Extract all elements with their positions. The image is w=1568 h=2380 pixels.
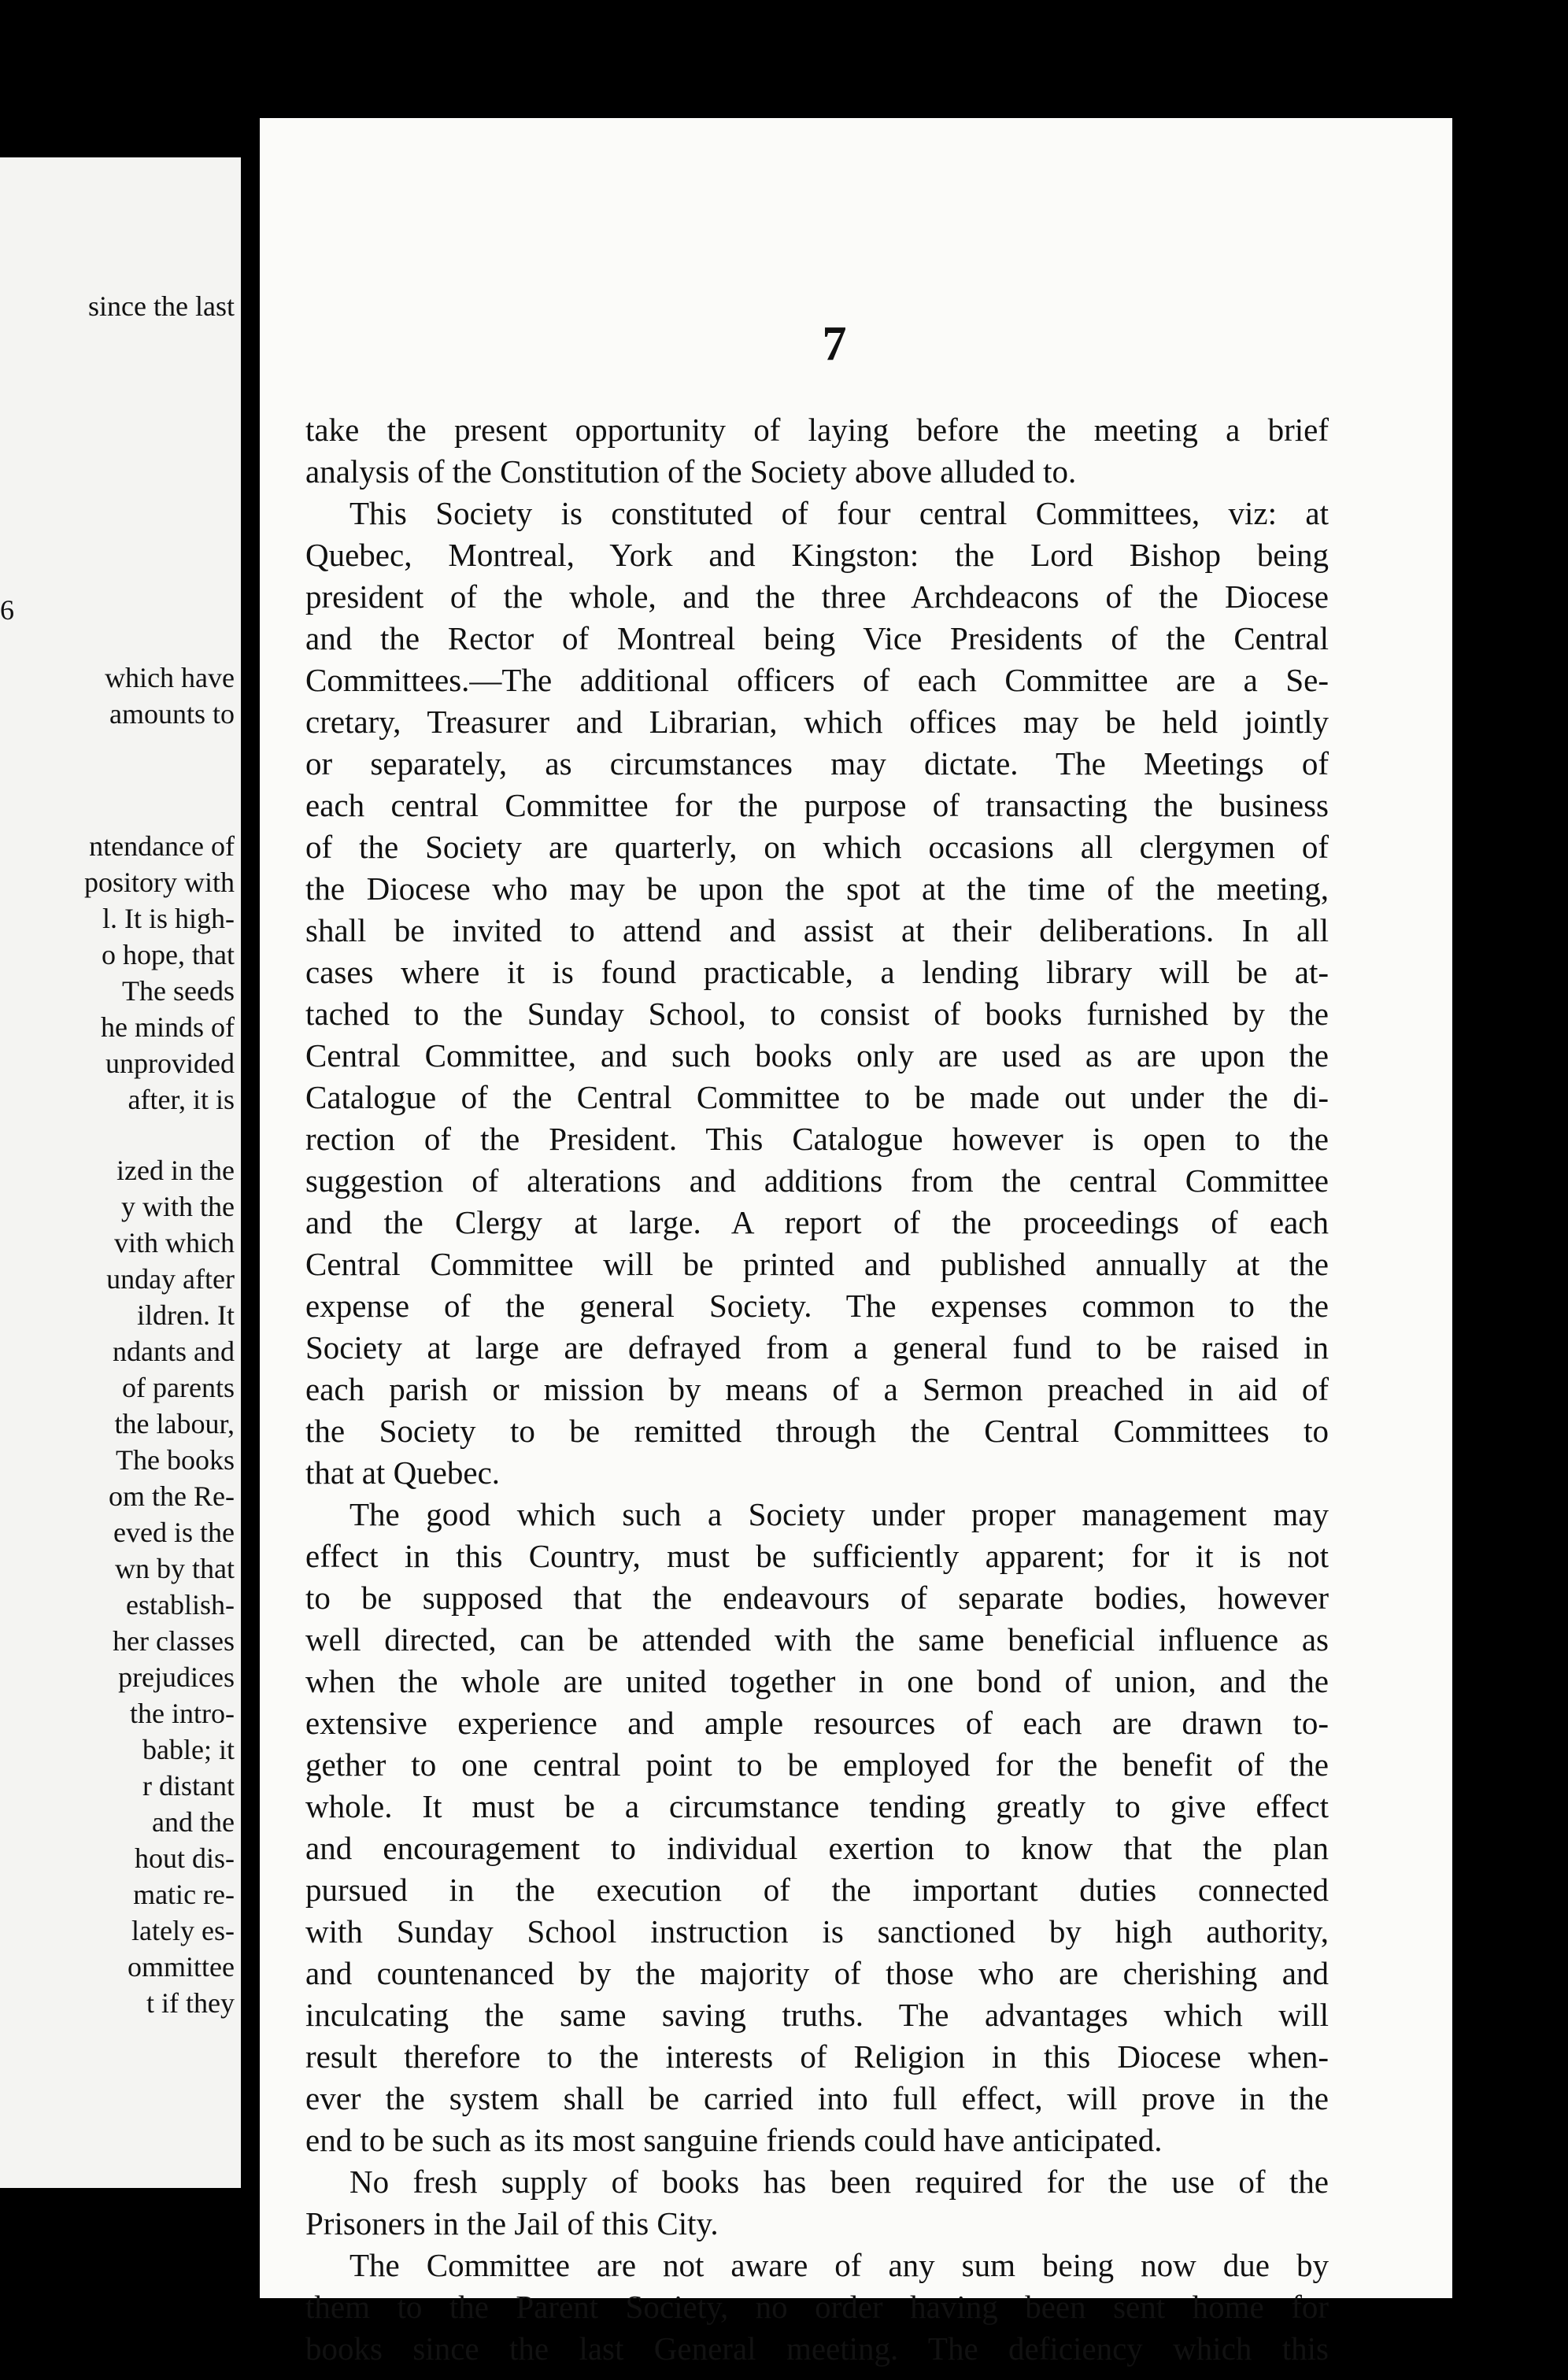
left-page-fragment: om the Re- xyxy=(109,1480,235,1512)
left-page-fragment: ildren. It xyxy=(137,1299,235,1331)
left-page-fragment: prejudices xyxy=(118,1661,235,1693)
text-line: Central Committee, and such books only are used as are upon the xyxy=(305,1037,1329,1074)
text-line: the Society to be remitted through the Central Committees to xyxy=(305,1413,1329,1449)
text-line: take the present opportunity of laying before the meeting a brief xyxy=(305,412,1329,448)
left-page-fragment: r distant xyxy=(142,1770,235,1802)
text-line: rection of the President. This Catalogue however is open to the xyxy=(305,1121,1329,1157)
text-line: Central Committee will be printed and published annually at the xyxy=(305,1246,1329,1282)
text-line: or separately, as circumstances may dictate. The Meetings of xyxy=(305,745,1329,782)
text-line: shall be invited to attend and assist at their deliberations. In all xyxy=(305,912,1329,948)
text-line: suggestion of alterations and additions from the central Committee xyxy=(305,1162,1329,1199)
text-line: The good which such a Society under proper management may xyxy=(349,1496,1329,1532)
book-gutter xyxy=(241,126,258,2235)
text-line: Committees.—The additional officers of each Committee are a Se- xyxy=(305,662,1329,698)
text-line: and encouragement to individual exertion to know that the plan xyxy=(305,1830,1329,1866)
left-page-fragment: the labour, xyxy=(114,1408,235,1439)
text-line: analysis of the Constitution of the Society above alluded to. xyxy=(305,453,1077,490)
left-page-fragment: her classes xyxy=(113,1625,235,1657)
left-page-fragment: since the last xyxy=(88,290,235,322)
text-line: that at Quebec. xyxy=(305,1454,501,1491)
left-page-fragment: after, it is xyxy=(128,1084,235,1115)
text-line: extensive experience and ample resources of each are drawn to- xyxy=(305,1705,1329,1741)
text-line: The Committee are not aware of any sum being now due by xyxy=(349,2247,1329,2283)
text-line: cases where it is found practicable, a lending library will be at- xyxy=(305,954,1329,990)
text-line: expense of the general Society. The expenses common to the xyxy=(305,1288,1329,1324)
text-line: when the whole are united together in one bond of union, and the xyxy=(305,1663,1329,1699)
left-page-fragment: lately es- xyxy=(131,1915,235,1946)
text-line: and the Clergy at large. A report of the proceedings of each xyxy=(305,1204,1329,1240)
left-page-fragment: vith which xyxy=(114,1227,235,1258)
text-line: tached to the Sunday School, to consist of books furnished by the xyxy=(305,996,1329,1032)
left-page-fragment: ndants and xyxy=(113,1336,235,1367)
left-page-fragment: establish- xyxy=(126,1589,235,1621)
text-line: to be supposed that the endeavours of separate bodies, however xyxy=(305,1580,1329,1616)
text-line: effect in this Country, must be sufficiently apparent; for it is not xyxy=(305,1538,1329,1574)
text-line: whole. It must be a circumstance tending greatly to give effect xyxy=(305,1788,1329,1824)
text-line: well directed, can be attended with the same beneficial influence as xyxy=(305,1621,1329,1658)
text-line: with Sunday School instruction is sanctioned by high authority, xyxy=(305,1913,1329,1949)
page-number: 7 xyxy=(822,317,847,371)
text-line: and countenanced by the majority of those who are cherishing and xyxy=(305,1955,1329,1991)
left-page-fragment: bable; it xyxy=(142,1734,235,1765)
text-line: president of the whole, and the three Archdeacons of the Diocese xyxy=(305,578,1329,615)
text-line: result therefore to the interests of Religion in this Diocese when- xyxy=(305,2038,1329,2075)
text-line: Prisoners in the Jail of this City. xyxy=(305,2205,719,2241)
text-line: the Diocese who may be upon the spot at the time of the meeting, xyxy=(305,870,1329,907)
left-page-fragment: unday after xyxy=(106,1263,235,1295)
left-page-fragment: eved is the xyxy=(113,1517,235,1548)
left-page-fragment: o hope, that xyxy=(102,939,235,970)
left-page-fragment: amounts to xyxy=(109,698,235,730)
left-page-fragment: unprovided xyxy=(105,1048,235,1079)
left-page-fragment: wn by that xyxy=(115,1553,235,1584)
left-page-fragment: 6 xyxy=(0,594,14,626)
text-line: Quebec, Montreal, York and Kingston: the Lord Bishop being xyxy=(305,537,1329,573)
left-page-fragment: hout dis- xyxy=(134,1842,235,1874)
text-line: cretary, Treasurer and Librarian, which offices may be held jointly xyxy=(305,704,1329,740)
text-line: each parish or mission by means of a Sermon preached in aid of xyxy=(305,1371,1329,1407)
text-line: gether to one central point to be employed for the benefit of the xyxy=(305,1746,1329,1783)
right-page xyxy=(260,118,1452,2367)
left-facing-page xyxy=(0,157,241,2188)
left-page-fragment: which have xyxy=(105,662,235,693)
text-line: No fresh supply of books has been required for the use of the xyxy=(349,2164,1329,2200)
left-page-fragment: matic re- xyxy=(133,1879,235,1910)
text-line: each central Committee for the purpose of transacting the business xyxy=(305,787,1329,823)
left-page-fragment: he minds of xyxy=(101,1011,235,1043)
left-page-fragment: the intro- xyxy=(130,1698,235,1729)
text-line: of the Society are quarterly, on which occasions all clergymen of xyxy=(305,829,1329,865)
text-line: pursued in the execution of the important duties connected xyxy=(305,1872,1329,1908)
text-line: and the Rector of Montreal being Vice Presidents of the Central xyxy=(305,620,1329,656)
left-page-fragment: pository with xyxy=(83,867,235,898)
left-page-fragment: t if they xyxy=(146,1987,235,2019)
text-line: inculcating the same saving truths. The advantages which will xyxy=(305,1997,1329,2033)
text-line: books since the last General meeting. The deficiency which this xyxy=(305,2330,1329,2367)
text-line: them to the Parent Society, no order having been sent home for xyxy=(305,2289,1329,2325)
left-page-fragment: ized in the xyxy=(116,1155,235,1186)
left-page-fragment: The seeds xyxy=(122,975,235,1007)
text-line: ever the system shall be carried into full effect, will prove in the xyxy=(305,2080,1329,2116)
text-line: end to be such as its most sanguine friends could have anticipated. xyxy=(305,2122,1163,2158)
left-page-fragment: l. It is high- xyxy=(102,903,235,934)
left-page-fragment: ntendance of xyxy=(89,830,235,862)
text-line: This Society is constituted of four central Committees, viz: at xyxy=(349,495,1329,531)
text-line: Society at large are defrayed from a general fund to be raised in xyxy=(305,1329,1329,1366)
text-line: Catalogue of the Central Committee to be made out under the di- xyxy=(305,1079,1329,1115)
left-page-fragment: y with the xyxy=(121,1191,235,1222)
body-text xyxy=(305,409,1329,2370)
left-page-fragment: and the xyxy=(152,1806,235,1838)
left-page-fragment: ommittee xyxy=(128,1951,235,1983)
left-page-fragment: The books xyxy=(116,1444,235,1476)
left-page-fragment: of parents xyxy=(122,1372,235,1403)
